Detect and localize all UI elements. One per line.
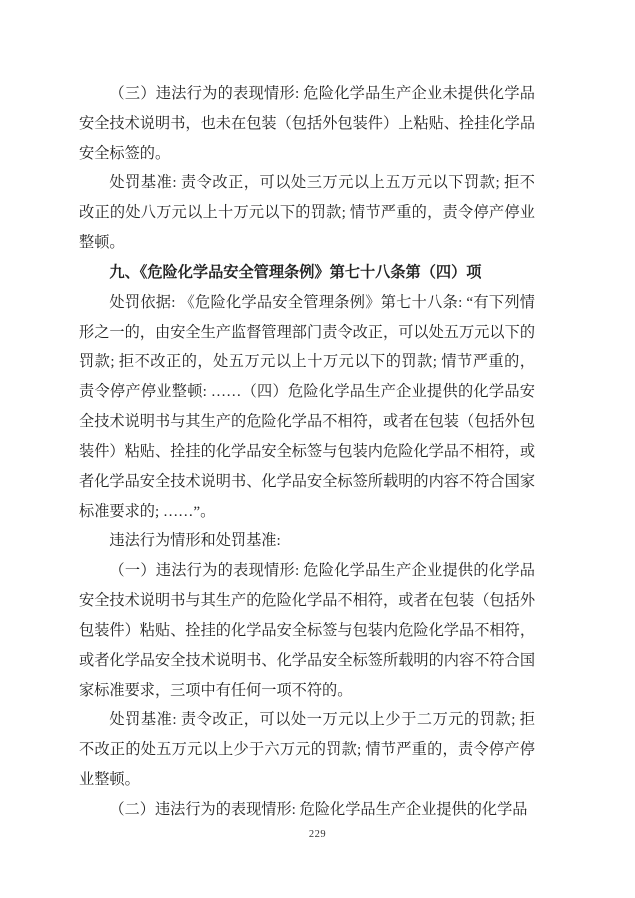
text-column [79, 79, 535, 825]
paragraph-penalty-standard-prev: 处罚基准: 责令改正，可以处三万元以上五万元以下罚款; 拒不改正的处八万元以上十万元以下的罚款; 情节严重的，责令停产停业整顿。 [79, 174, 535, 252]
paragraph-violation-case-1: （一）违法行为的表现情形: 危险化学品生产企业提供的化学品安全技术说明书与其生产的危险化学品不相符，或者在包装（包括外包装件）粘贴、拴挂的化学品安全标签与包装内危险化学品不相符，或者化学品安全技术说明书、化学品安全标签所载明的内容不符合国家标准要求，三项中有任何一项不符的。 [79, 562, 535, 699]
paragraph-penalty-standard-1: 处罚基准: 责令改正，可以处一万元以上少于二万元的罚款; 拒不改正的处五万元以上少于六万元的罚款; 情节严重的，责令停产停业整顿。 [79, 711, 535, 789]
paragraph-violation-case-2-partial: （二）违法行为的表现情形: 危险化学品生产企业提供的化学品 [109, 800, 528, 818]
paragraph-intro-violations-and-penalties: 违法行为情形和处罚基准: [109, 532, 281, 550]
paragraph-violation-case-3: （三）违法行为的表现情形: 危险化学品生产企业未提供化学品安全技术说明书，也未在包装（包括外包装件）上粘贴、拴挂化学品安全标签的。 [79, 85, 535, 162]
section-heading-article-78-item-4: 九、《危险化学品安全管理条例》第七十八条第（四）项 [109, 263, 482, 281]
paragraph-penalty-basis: 处罚依据: 《危险化学品安全管理条例》第七十八条: “有下列情形之一的，由安全生产监督管理部门责令改正，可以处五万元以下的罚款; 拒不改正的，处五万元以上十万元以下的罚款; 情节严重的，责令停产停业整顿: ……（四）危险化学品生产企业提供的化学品安全技术说明书与其生产的危险化学品不相符，或者在包装（包括外包装件）粘贴、拴挂的化学品安全标签与包装内危险化学品不相符，或者化学品安全技术说明书、化学品安全标签所载明的内容不符合国家标准要求的; ……”。 [79, 293, 535, 520]
page-number: 229 [308, 829, 327, 840]
